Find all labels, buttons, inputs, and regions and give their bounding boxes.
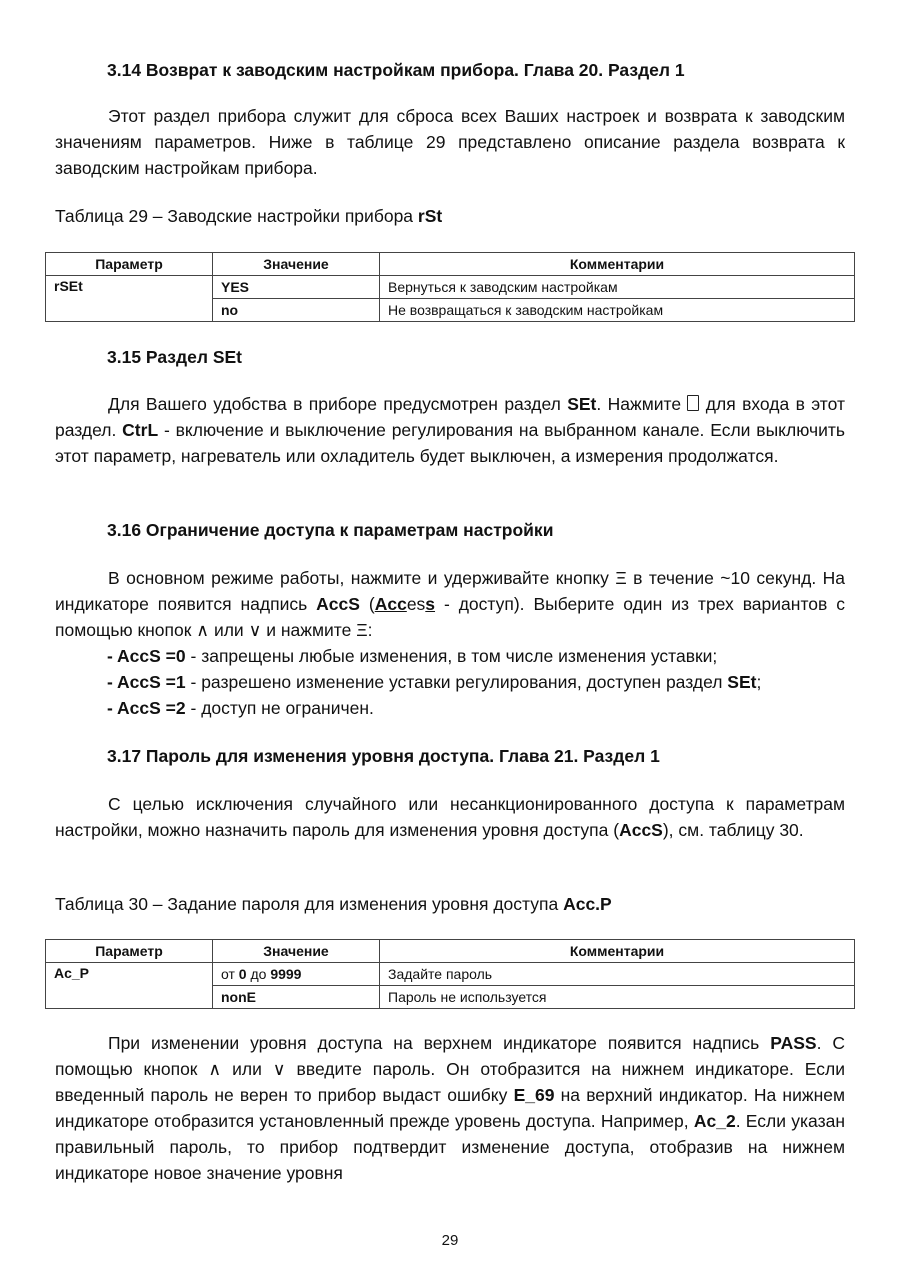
header-cell: Комментарии [380,940,855,963]
table-30 [45,939,855,1009]
list-item: - AccS =2 - доступ не ограничен. [107,698,374,718]
table-header-row [46,253,855,276]
param-cell: rSEt [46,276,213,322]
section-heading-3-15: 3.15 Раздел SEt [107,347,243,367]
header-cell: Значение [213,940,380,963]
value-cell: YES [213,276,380,299]
menu-button-icon: Ξ [615,568,627,588]
list-item: - AccS =1 - разрешено изменение уставки регулирования, доступен раздел SEt; [107,672,762,692]
param-cell: Ac_P [46,963,213,1009]
paragraph-3-16: В основном режиме работы, нажмите и удерживайте кнопку Ξ в течение ~10 секунд. На индикаторе появится надпись AccS (Access - доступ). Выберите один из трех вариантов с помощью кнопок ∧ или ∨ и нажмите Ξ: [55,568,845,640]
paragraph-3-17: С целью исключения случайного или несанкционированного доступа к параметрам настройки, можно назначить пароль для изменения уровня доступа (AccS), см. таблицу 30. [55,794,845,840]
header-cell: Комментарии [380,253,855,276]
page-icon [687,395,699,411]
section-heading-3-17: 3.17 Пароль для изменения уровня доступа. Глава 21. Раздел 1 [107,746,660,766]
value-cell: от 0 до 9999 [213,963,380,986]
table-29 [45,252,855,322]
table-29-caption: Таблица 29 – Заводские настройки прибора rSt [55,206,443,226]
list-item: - AccS =0 - запрещены любые изменения, в том числе изменения уставки; [107,646,718,666]
comment-cell: Не возвращаться к заводским настройкам [380,299,855,322]
header-cell: Параметр [46,940,213,963]
paragraph-3-15: Для Вашего удобства в приборе предусмотрен раздел SEt. Нажмите для входа в этот раздел. CtrL - включение и выключение регулирования на выбранном канале. Если выключить этот параметр, нагреватель или охладитель будет выключен, а измерения продолжатся. [55,394,845,466]
comment-cell: Пароль не используется [380,986,855,1009]
paragraph-3-14: Этот раздел прибора служит для сброса всех Ваших настроек и возврата к заводским значениям параметров. Ниже в таблице 29 представлено описание раздела возврата к заводским настройкам прибора. [55,106,845,178]
menu-button-icon: Ξ [356,620,368,640]
value-cell: nonE [213,986,380,1009]
access-levels-list [107,643,847,721]
table-header-row [46,940,855,963]
table-30-caption: Таблица 30 – Задание пароля для изменения уровня доступа Acc.P [55,894,612,914]
table-row [46,276,855,299]
paragraph-password: При изменении уровня доступа на верхнем индикаторе появится надпись PASS. С помощью кнопок ∧ или ∨ введите пароль. Он отобразится на нижнем индикаторе. Если введенный пароль не верен то прибор выдаст ошибку E_69 на верхний индикатор. На нижнем индикаторе отобразится установленный прежде уровень доступа. Например, Ac_2. Если указан правильный пароль, то прибор подтвердит изменение доступа, отобразив на нижнем индикаторе новое значение уровня [55,1033,846,1183]
section-heading-3-14: 3.14 Возврат к заводским настройкам прибора. Глава 20. Раздел 1 [107,60,685,80]
header-cell: Значение [213,253,380,276]
table-row [46,963,855,986]
down-arrow-icon: ∨ [248,620,262,640]
value-cell: no [213,299,380,322]
comment-cell: Задайте пароль [380,963,855,986]
comment-cell: Вернуться к заводским настройкам [380,276,855,299]
page-number: 29 [441,1232,459,1249]
up-arrow-icon: ∧ [196,620,210,640]
section-heading-3-16: 3.16 Ограничение доступа к параметрам настройки [107,520,554,540]
header-cell: Параметр [46,253,213,276]
